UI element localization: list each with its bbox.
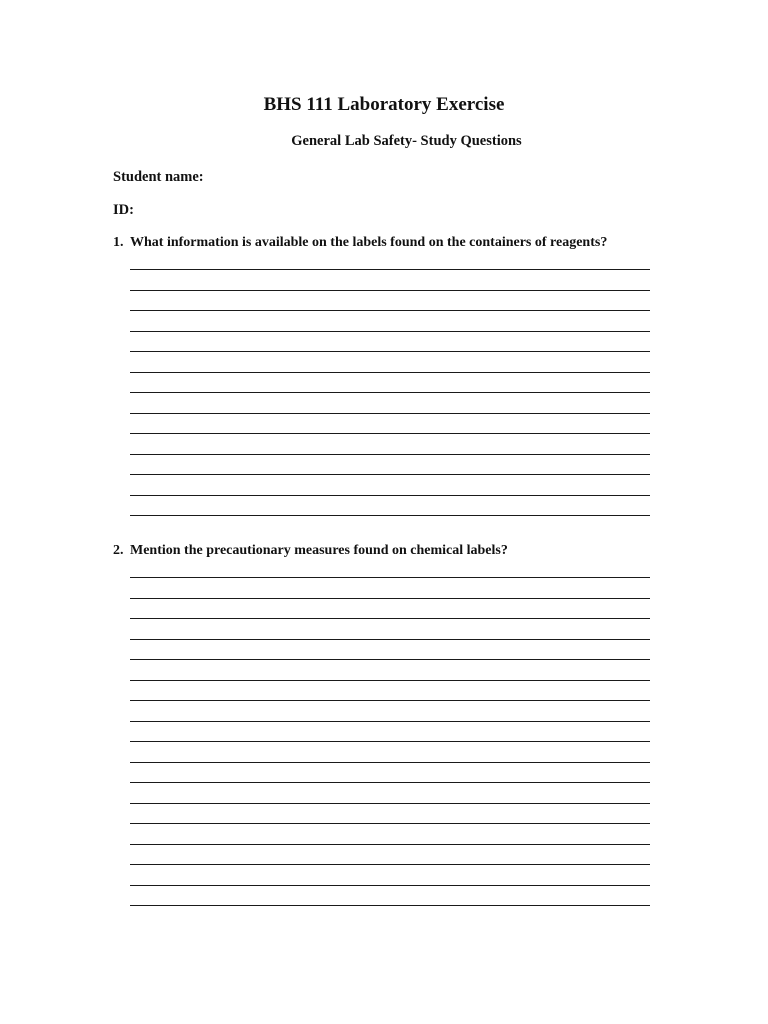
student-name-label: Student name: (113, 169, 204, 185)
answer-line[interactable] (130, 762, 650, 763)
answer-line[interactable] (130, 885, 650, 886)
answer-line[interactable] (130, 372, 650, 373)
answer-line[interactable] (130, 700, 650, 701)
answer-line[interactable] (130, 721, 650, 722)
answer-line[interactable] (130, 639, 650, 640)
answer-line[interactable] (130, 474, 650, 475)
answer-line[interactable] (130, 454, 650, 455)
answer-line[interactable] (130, 515, 650, 516)
answer-line[interactable] (130, 905, 650, 906)
answer-line[interactable] (130, 864, 650, 865)
question-2 (113, 541, 673, 561)
answer-line[interactable] (130, 269, 650, 270)
answer-line[interactable] (130, 331, 650, 332)
answer-line[interactable] (130, 351, 650, 352)
answer-line[interactable] (130, 413, 650, 414)
answer-line[interactable] (130, 392, 650, 393)
answer-line[interactable] (130, 741, 650, 742)
answer-line[interactable] (130, 495, 650, 496)
answer-line[interactable] (130, 803, 650, 804)
answer-line[interactable] (130, 310, 650, 311)
answer-line[interactable] (130, 680, 650, 681)
question-1 (113, 233, 673, 253)
id-label: ID: (113, 202, 134, 218)
answer-line[interactable] (130, 577, 650, 578)
question-1-number: 1. (113, 235, 124, 250)
answer-line[interactable] (130, 844, 650, 845)
question-2-text: Mention the precautionary measures found on chemical labels? (130, 543, 508, 558)
document-title: BHS 111 Laboratory Exercise (263, 94, 505, 115)
question-2-number: 2. (113, 543, 124, 558)
answer-line[interactable] (130, 290, 650, 291)
answer-line[interactable] (130, 659, 650, 660)
answer-line[interactable] (130, 782, 650, 783)
answer-line[interactable] (130, 618, 650, 619)
answer-line[interactable] (130, 598, 650, 599)
answer-line[interactable] (130, 433, 650, 434)
question-1-text: What information is available on the labels found on the containers of reagents? (130, 235, 608, 250)
answer-line[interactable] (130, 823, 650, 824)
document-subtitle: General Lab Safety- Study Questions (291, 133, 522, 149)
